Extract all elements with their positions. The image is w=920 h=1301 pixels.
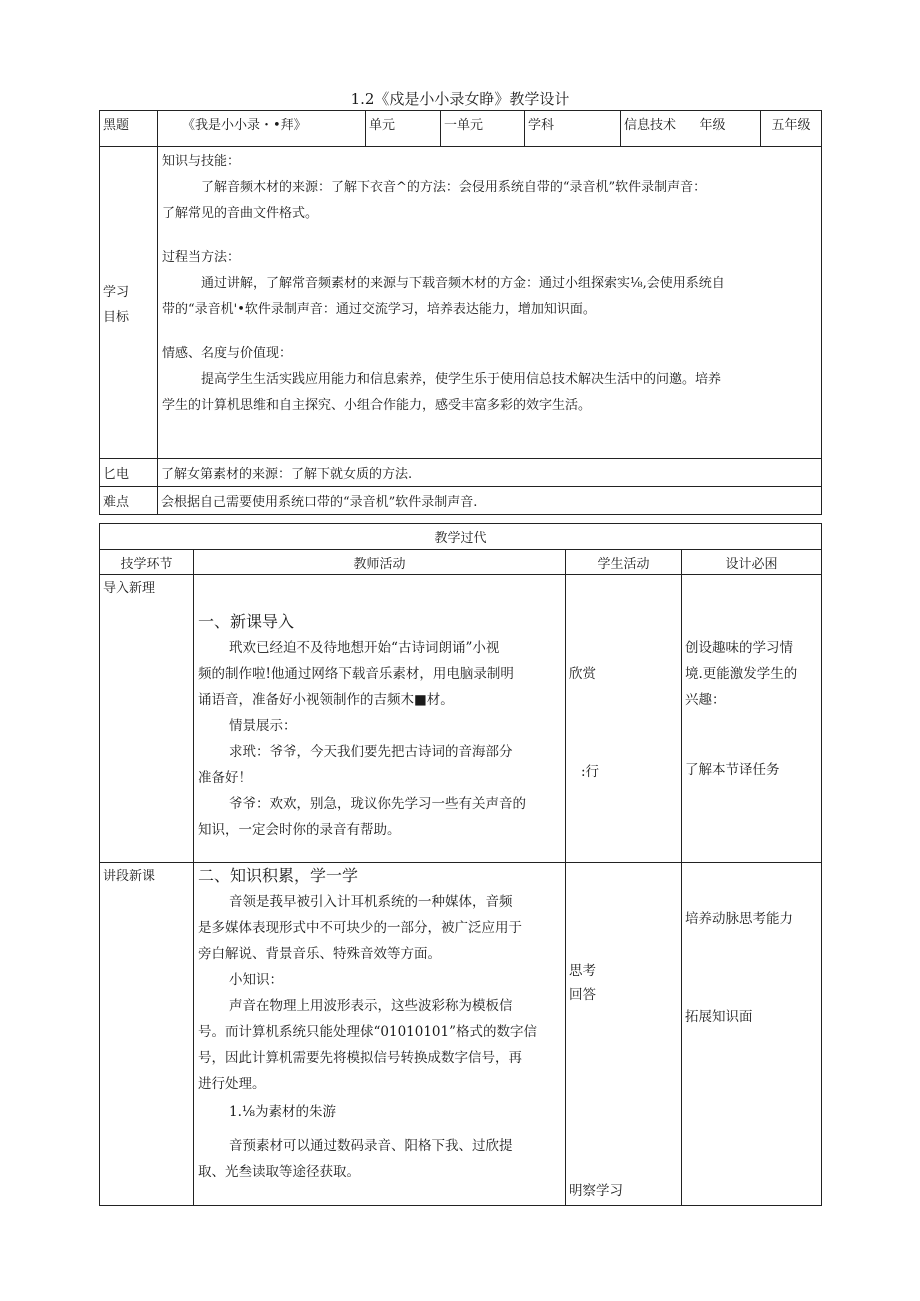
lesson-p3b: 号。而计算机系统只能处理俅“01010101”格式的数字信: [198, 1024, 538, 1040]
teaching-process-table: [99, 523, 822, 1206]
key-point-value: 了解女第素材的来源：了解下就女质的方法.: [158, 459, 822, 487]
lesson-p1c: 旁白解说、背景音乐、特殊音效等方面。: [198, 946, 441, 962]
teacher-activity-intro: [194, 575, 566, 863]
lesson-student-2: 回答: [569, 987, 596, 1003]
page-title: 1.2《戍是小小录女睁》教学设计: [350, 90, 570, 108]
knowledge-heading: 知识与技能：: [162, 154, 241, 169]
difficulty-label: 难点: [100, 487, 158, 515]
goals-label-line2: 目标: [103, 309, 130, 325]
topic-value: 《我是小小录・•拜》: [158, 111, 366, 147]
intro-p1b: 频的制作啦!他通过网络下载音乐素材，用电脑录制明: [198, 666, 514, 682]
process-heading: 过程当方法：: [162, 250, 241, 265]
emotion-line2: 学生的计算机思维和自主探究、小组合作能力，感受丰富多彩的效字生活。: [162, 398, 592, 413]
stage-new-lesson: 讲段新课: [100, 863, 194, 1206]
unit-value: 一单元: [441, 111, 525, 147]
difficulty-value: 会根据自己需要使用系统口带的“录音机”软件录制声音.: [158, 487, 822, 515]
learning-goals: [158, 147, 822, 459]
intro-student-2: :行: [581, 764, 600, 780]
unit-label: 单元: [366, 111, 441, 147]
grade-value: 五年级: [761, 111, 822, 147]
knowledge-line1: 了解音频木材的来源：了解下衣音^的方法：会侵用系统自带的“录音机”软件录制声音：: [201, 180, 707, 195]
design-intent-lesson: [682, 863, 822, 1206]
intro-intent-1b: 境.更能激发学生的: [685, 666, 798, 682]
student-activity-intro: [566, 575, 682, 863]
intro-student-1: 欣赏: [569, 666, 596, 682]
header-intent: 设计必困: [682, 550, 822, 575]
header-stage: 技学环节: [100, 550, 194, 575]
lesson-p1b: 是多媒体表现形式中不可块少的一部分，被广泛应用于: [198, 920, 522, 936]
subject-value: 信息技术: [621, 111, 697, 147]
lesson-p2: 小知识：: [229, 972, 284, 988]
student-activity-lesson: [566, 863, 682, 1206]
process-line1: 通过讲解，了解常音频素材的来源与下载音频木材的方金：通过小组探索实⅛,会使用系统自: [201, 276, 725, 291]
lesson-p5: 音预素材可以通过数码录音、阳格下我、过欣提: [229, 1138, 513, 1154]
stage-intro: 导入新理: [100, 575, 194, 863]
topic-label: 黑题: [100, 111, 158, 147]
lesson-info-table: [99, 110, 822, 515]
design-intent-intro: [682, 575, 822, 863]
emotion-heading: 情感、名度与价值现：: [162, 346, 293, 361]
lesson-section-title: 二、知识积累，学一学: [198, 866, 359, 885]
intro-intent-1: 创设趣味的学习情: [685, 640, 793, 656]
intro-p2: 情景展示：: [229, 718, 297, 734]
lesson-p3d: 进行处理。: [198, 1076, 266, 1092]
header-student: 学生活动: [566, 550, 682, 575]
intro-p4b: 知识，一定会时你的录音有帮助。: [198, 822, 401, 838]
grade-label: 年级: [697, 111, 761, 147]
key-point-label: 匕电: [100, 459, 158, 487]
process-line2: 带的“录音机'•软件录制声音：通过交流学习，培养表达能力，增加知识面。: [162, 302, 596, 317]
knowledge-line2: 了解常见的音曲文件格式。: [162, 206, 319, 221]
lesson-intent-2: 拓展知识面: [685, 1009, 753, 1025]
goals-label: [100, 147, 158, 459]
process-title: 教学过代: [100, 524, 822, 550]
lesson-student-3: 明察学习: [569, 1183, 623, 1199]
lesson-p1: 音领是莪早被引入计耳机系统的一种媒体，音频: [229, 894, 513, 910]
lesson-p4: 1.⅛为素材的朱游: [229, 1104, 337, 1120]
intro-p1c: 诵语音，准备好小视领制作的吉频木■材。: [198, 692, 454, 708]
header-teacher: 教师活动: [194, 550, 566, 575]
intro-p3b: 准备好！: [198, 770, 252, 786]
lesson-p5b: 取、光叁读取等途径获取。: [198, 1164, 360, 1180]
subject-label: 学科: [525, 111, 621, 147]
lesson-p3: 声音在物理上用波形表示，这些波彩称为模板信: [229, 998, 513, 1014]
intro-section-title: 一、新课导入: [198, 612, 295, 631]
intro-intent-2: 了解本节译任务: [685, 762, 780, 778]
intro-p1: 玳欢已经迫不及待地想开始“古诗词朗诵”小视: [229, 640, 500, 656]
emotion-line1: 提高学生生活实践应用能力和信息索养，使学生乐于使用信总技术解决生活中的问邀。培养: [201, 372, 722, 387]
intro-p3: 求玳：爷爷，今天我们要先把古诗词的音海部分: [229, 744, 513, 760]
lesson-p3c: 号，因此计算机需要先将模拟信号转换成数字信号，再: [198, 1050, 522, 1066]
intro-p4: 爷爷：欢欢，别急，珑议你先学习一些有关声音的: [229, 796, 527, 812]
intro-intent-1c: 兴趣：: [685, 692, 726, 708]
goals-label-line1: 学习: [103, 284, 130, 300]
teacher-activity-lesson: [194, 863, 566, 1206]
lesson-student-1: 思考: [569, 963, 596, 979]
lesson-intent-1: 培养动脉思考能力: [685, 911, 793, 927]
